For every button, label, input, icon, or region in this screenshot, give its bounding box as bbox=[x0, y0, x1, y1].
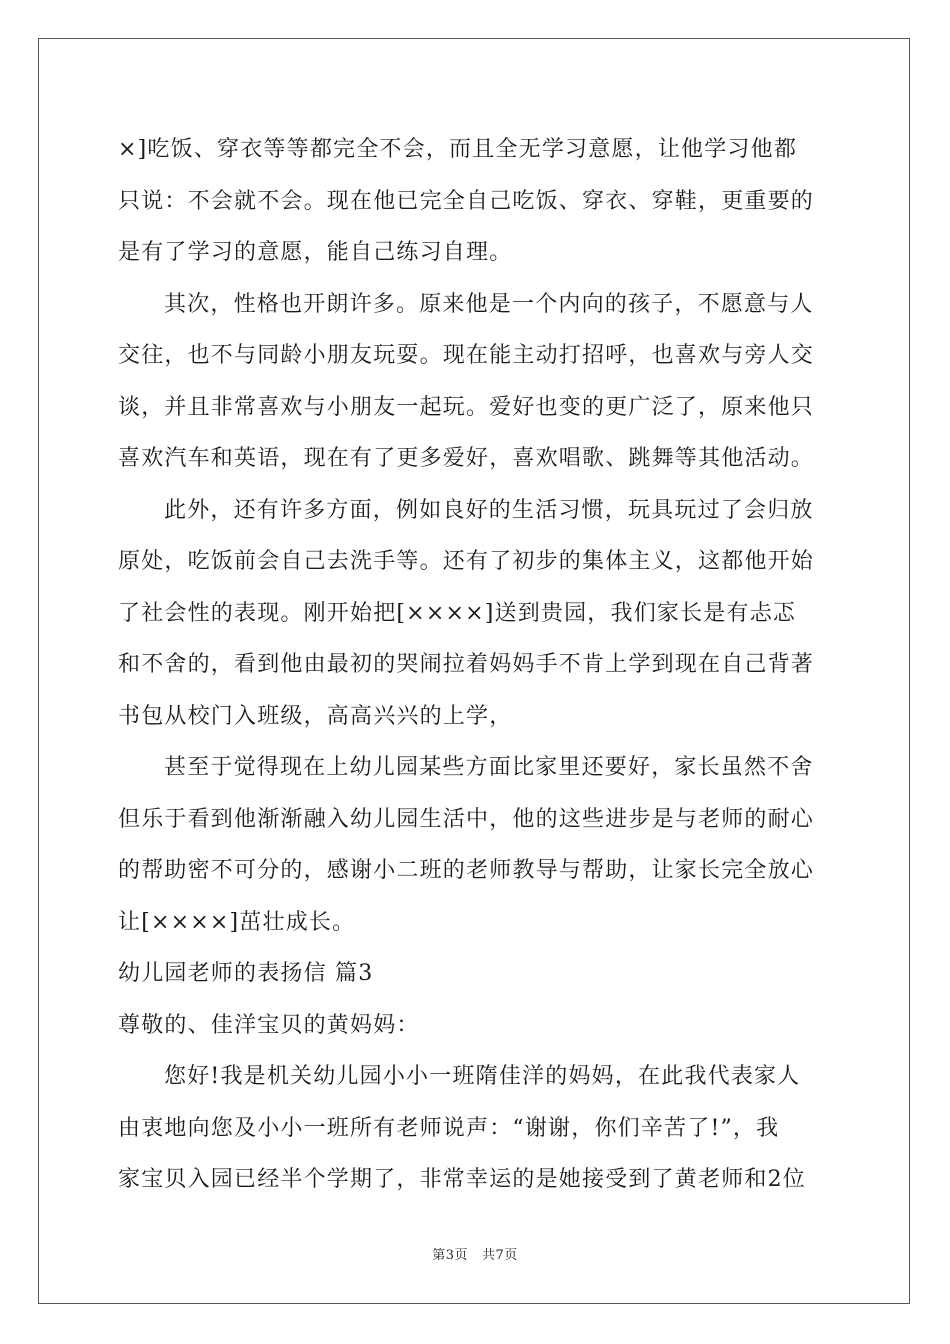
text-line: 原处，吃饭前会自己去洗手等。还有了初步的集体主义，这都他开始 bbox=[118, 549, 815, 574]
text-line: 家宝贝入园已经半个学期了，非常幸运的是她接受到了黄老师和2位 bbox=[118, 1167, 806, 1192]
salutation-line: 尊敬的、佳洋宝贝的黄妈妈： bbox=[118, 1012, 420, 1038]
text-line: 但乐于看到他渐渐融入幼儿园生活中，他的这些进步是与老师的耐心 bbox=[118, 806, 815, 832]
text-line: 是有了学习的意愿，能自己练习自理。 bbox=[118, 240, 513, 265]
text-line: 交往，也不与同龄小朋友玩耍。现在能主动打招呼，也喜欢与旁人交 bbox=[118, 343, 815, 368]
text-line: 由衷地向您及小小一班所有老师说声：“谢谢，你们辛苦了!”，我 bbox=[118, 1115, 780, 1141]
text-line: 了社会性的表现。刚开始把[××××]送到贵园，我们家长是有忐忑 bbox=[118, 600, 797, 626]
text-line: 喜欢汽车和英语，现在有了更多爱好，喜欢唱歌、跳舞等其他活动。 bbox=[118, 446, 815, 471]
page-number-current: 第3页 bbox=[432, 1248, 468, 1263]
section-heading: 幼儿园老师的表扬信 篇3 bbox=[118, 961, 374, 986]
document-body bbox=[118, 124, 838, 1206]
page-number-total: 共7页 bbox=[482, 1248, 518, 1263]
text-line: 只说：不会就不会。现在他已完全自己吃饭、穿衣、穿鞋，更重要的 bbox=[118, 188, 815, 214]
text-line: 书包从校门入班级，高高兴兴的上学， bbox=[118, 703, 513, 729]
paragraph-start-line: 您好!我是机关幼儿园小小一班隋佳洋的妈妈，在此我代表家人 bbox=[164, 1064, 801, 1089]
page-footer bbox=[0, 1244, 950, 1263]
paragraph-start-line: 此外，还有许多方面，例如良好的生活习惯，玩具玩过了会归放 bbox=[164, 497, 814, 523]
paragraph-start-line: 其次，性格也开朗许多。原来他是一个内向的孩子，不愿意与人 bbox=[164, 291, 814, 317]
paragraph-start-line: 甚至于觉得现在上幼儿园某些方面比家里还要好，家长虽然不舍 bbox=[164, 755, 814, 780]
text-line: 让[××××]茁壮成长。 bbox=[118, 909, 356, 935]
text-line: 和不舍的，看到他由最初的哭闹拉着妈妈手不肯上学到现在自己背著 bbox=[118, 652, 815, 677]
text-line: 的帮助密不可分的，感谢小二班的老师教导与帮助，让家长完全放心 bbox=[118, 858, 815, 883]
text-line: 谈，并且非常喜欢与小朋友一起玩。爱好也变的更广泛了，原来他只 bbox=[118, 394, 815, 420]
text-line: ×]吃饭、穿衣等等都完全不会，而且全无学习意愿，让他学习他都 bbox=[118, 137, 798, 162]
